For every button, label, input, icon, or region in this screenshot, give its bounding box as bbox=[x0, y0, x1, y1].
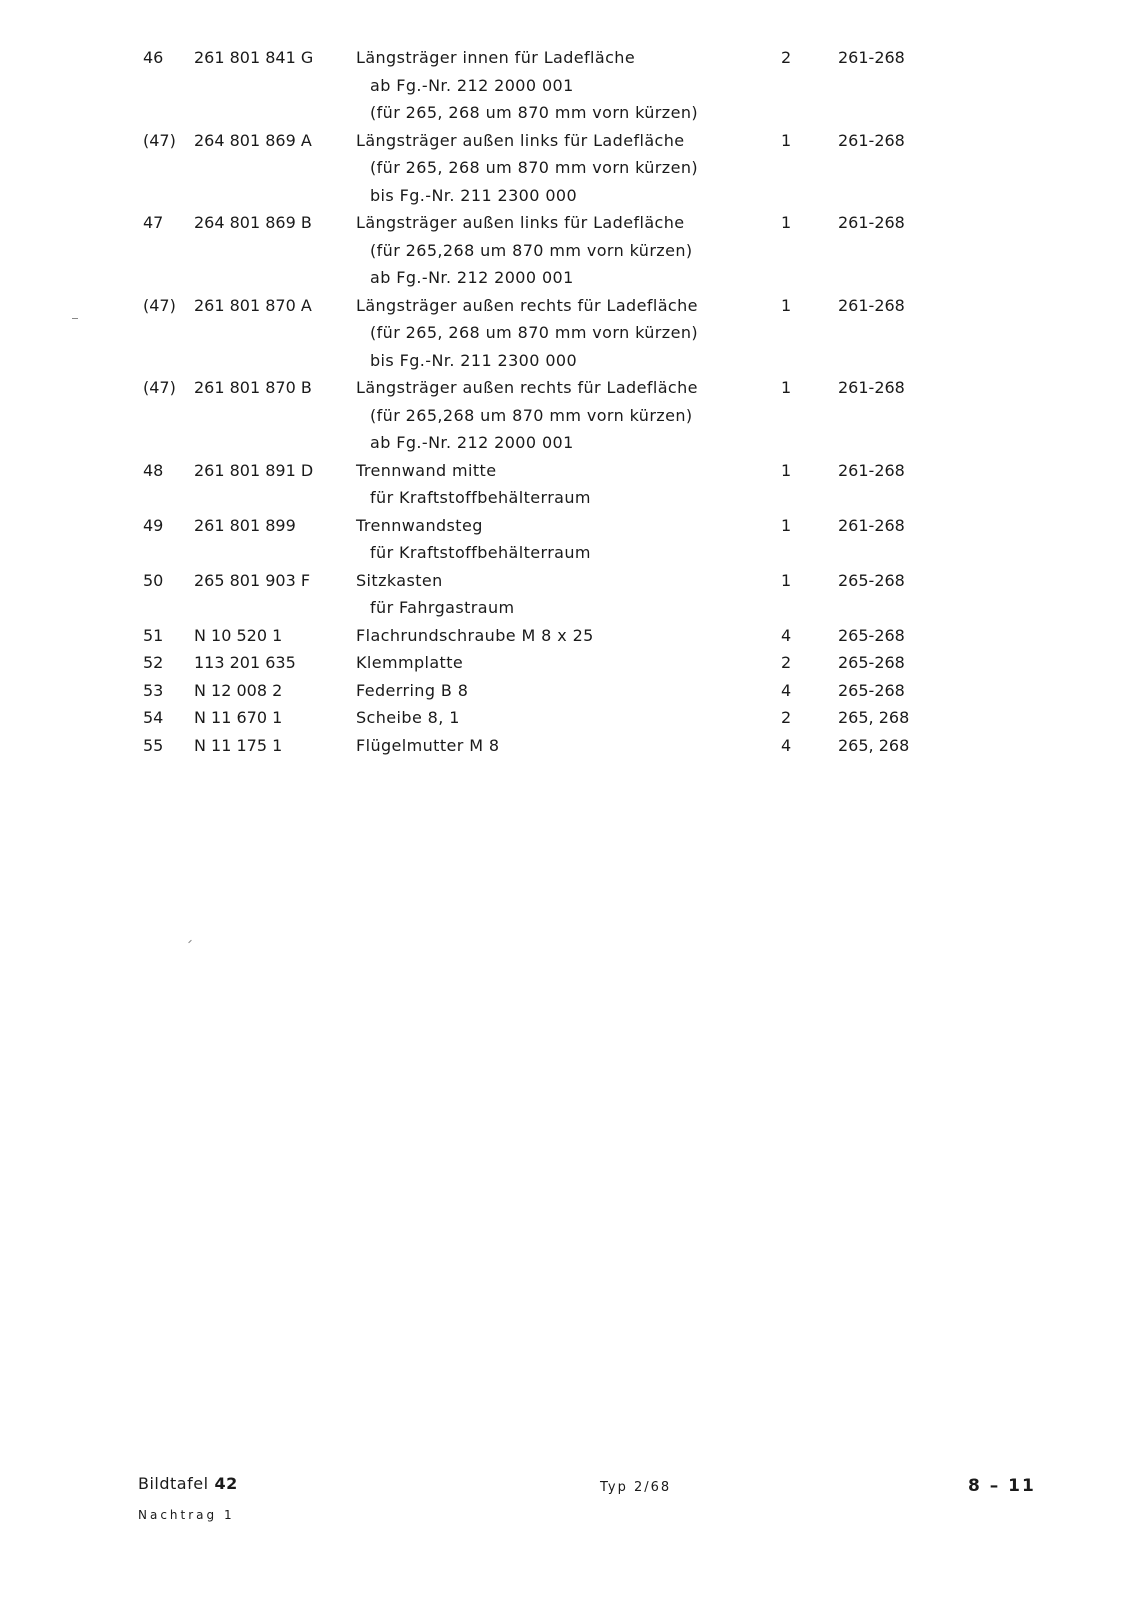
part-number: 264 801 869 B bbox=[194, 213, 312, 232]
parts-list bbox=[0, 44, 1134, 759]
part-number: 261 801 891 D bbox=[194, 460, 314, 480]
parts-row bbox=[0, 457, 1134, 512]
parts-row-main-line bbox=[0, 649, 1134, 677]
model-range: 261-268 bbox=[838, 130, 905, 150]
position-number: 53 bbox=[143, 680, 164, 700]
plate-reference bbox=[138, 1474, 238, 1493]
parts-row-main-line bbox=[0, 512, 1134, 540]
quantity: 4 bbox=[781, 680, 792, 700]
part-number: 261 801 870 A bbox=[194, 295, 312, 315]
part-description-note: bis Fg.-Nr. 211 2300 000 bbox=[370, 185, 578, 205]
parts-row bbox=[0, 127, 1134, 210]
part-description: Längsträger innen für Ladefläche bbox=[356, 48, 636, 67]
part-description-note: für Kraftstoffbehälterraum bbox=[370, 488, 591, 507]
supplement-label: Nachtrag 1 bbox=[138, 1508, 235, 1522]
quantity: 1 bbox=[781, 570, 792, 590]
parts-row-sub-line bbox=[0, 594, 1134, 622]
part-number: 261 801 841 G bbox=[194, 48, 314, 67]
position-number: 49 bbox=[143, 515, 164, 535]
model-range: 265-268 bbox=[838, 680, 905, 700]
model-range: 265-268 bbox=[838, 653, 905, 672]
parts-row bbox=[0, 292, 1134, 375]
part-number: 113 201 635 bbox=[194, 653, 296, 672]
part-number: 261 801 899 bbox=[194, 515, 296, 535]
part-number: 264 801 869 A bbox=[194, 130, 312, 150]
parts-row-main-line bbox=[0, 209, 1134, 237]
part-description: Flügelmutter M 8 bbox=[356, 735, 500, 755]
parts-row bbox=[0, 567, 1134, 622]
part-number: N 11 670 1 bbox=[194, 708, 283, 727]
quantity: 1 bbox=[781, 130, 792, 150]
part-description: Flachrundschraube M 8 x 25 bbox=[356, 625, 594, 645]
position-number: 52 bbox=[143, 653, 164, 672]
parts-row-main-line bbox=[0, 457, 1134, 485]
parts-row bbox=[0, 512, 1134, 567]
quantity: 4 bbox=[781, 625, 792, 645]
parts-row bbox=[0, 44, 1134, 127]
part-description-note: (für 265, 268 um 870 mm vorn kürzen) bbox=[370, 323, 699, 342]
position-number: 54 bbox=[143, 708, 164, 727]
parts-row-sub-line bbox=[0, 319, 1134, 347]
parts-row-main-line bbox=[0, 677, 1134, 705]
model-range: 265, 268 bbox=[838, 708, 910, 727]
part-description: Federring B 8 bbox=[356, 680, 469, 700]
plate-number: 42 bbox=[214, 1474, 238, 1493]
quantity: 1 bbox=[781, 295, 792, 315]
parts-row-sub-line bbox=[0, 347, 1134, 375]
part-number: N 12 008 2 bbox=[194, 680, 283, 700]
parts-row-sub-line bbox=[0, 182, 1134, 210]
plate-label: Bildtafel bbox=[138, 1474, 209, 1493]
parts-row bbox=[0, 209, 1134, 292]
part-description-note: (für 265, 268 um 870 mm vorn kürzen) bbox=[370, 103, 699, 122]
part-description-note: bis Fg.-Nr. 211 2300 000 bbox=[370, 350, 578, 370]
parts-row-main-line bbox=[0, 567, 1134, 595]
model-range: 261-268 bbox=[838, 213, 905, 232]
part-number: 261 801 870 B bbox=[194, 378, 312, 397]
part-description-note: (für 265,268 um 870 mm vorn kürzen) bbox=[370, 405, 693, 425]
part-number: N 10 520 1 bbox=[194, 625, 283, 645]
parts-row-main-line bbox=[0, 127, 1134, 155]
position-number: (47) bbox=[143, 378, 176, 397]
parts-row-sub-line bbox=[0, 539, 1134, 567]
parts-row-main-line bbox=[0, 732, 1134, 760]
part-description: Scheibe 8, 1 bbox=[356, 708, 460, 727]
part-description-note: für Kraftstoffbehälterraum bbox=[370, 543, 591, 562]
type-label: Typ 2/68 bbox=[600, 1480, 672, 1495]
position-number: 50 bbox=[143, 570, 164, 590]
parts-row-sub-line bbox=[0, 484, 1134, 512]
model-range: 261-268 bbox=[838, 295, 905, 315]
model-range: 261-268 bbox=[838, 515, 905, 535]
part-description-note: für Fahrgastraum bbox=[370, 598, 515, 617]
part-description: Trennwandsteg bbox=[356, 515, 483, 535]
part-description: Längsträger außen links für Ladefläche bbox=[356, 213, 685, 232]
model-range: 261-268 bbox=[838, 460, 905, 480]
quantity: 2 bbox=[781, 48, 792, 67]
parts-row-sub-line bbox=[0, 237, 1134, 265]
model-range: 261-268 bbox=[838, 378, 905, 397]
parts-row-main-line bbox=[0, 622, 1134, 650]
parts-row bbox=[0, 374, 1134, 457]
quantity: 1 bbox=[781, 213, 792, 232]
model-range: 265-268 bbox=[838, 570, 905, 590]
part-description: Klemmplatte bbox=[356, 653, 464, 672]
quantity: 4 bbox=[781, 735, 792, 755]
quantity: 2 bbox=[781, 653, 792, 672]
quantity: 2 bbox=[781, 708, 792, 727]
part-description-note: ab Fg.-Nr. 212 2000 001 bbox=[370, 268, 574, 287]
position-number: (47) bbox=[143, 295, 176, 315]
parts-row-sub-line bbox=[0, 264, 1134, 292]
part-number: N 11 175 1 bbox=[194, 735, 283, 755]
parts-row-sub-line bbox=[0, 72, 1134, 100]
parts-row bbox=[0, 732, 1134, 760]
parts-row bbox=[0, 677, 1134, 705]
position-number: 47 bbox=[143, 213, 164, 232]
part-description-note: (für 265,268 um 870 mm vorn kürzen) bbox=[370, 240, 693, 260]
part-number: 265 801 903 F bbox=[194, 570, 311, 590]
parts-row-main-line bbox=[0, 44, 1134, 72]
parts-row-sub-line bbox=[0, 99, 1134, 127]
model-range: 265, 268 bbox=[838, 735, 910, 755]
part-description: Sitzkasten bbox=[356, 570, 443, 590]
parts-row bbox=[0, 649, 1134, 677]
parts-row-main-line bbox=[0, 374, 1134, 402]
model-range: 261-268 bbox=[838, 48, 905, 67]
part-description: Längsträger außen rechts für Ladefläche bbox=[356, 378, 698, 397]
quantity: 1 bbox=[781, 515, 792, 535]
page-number: 8 – 11 bbox=[968, 1476, 1036, 1496]
part-description-note: ab Fg.-Nr. 212 2000 001 bbox=[370, 75, 574, 95]
parts-row-main-line bbox=[0, 704, 1134, 732]
part-description-note: ab Fg.-Nr. 212 2000 001 bbox=[370, 433, 574, 452]
part-description: Längsträger außen links für Ladefläche bbox=[356, 130, 685, 150]
quantity: 1 bbox=[781, 378, 792, 397]
scan-mark bbox=[188, 940, 192, 944]
parts-row bbox=[0, 704, 1134, 732]
quantity: 1 bbox=[781, 460, 792, 480]
part-description: Längsträger außen rechts für Ladefläche bbox=[356, 295, 698, 315]
model-range: 265-268 bbox=[838, 625, 905, 645]
position-number: 51 bbox=[143, 625, 164, 645]
part-description-note: (für 265, 268 um 870 mm vorn kürzen) bbox=[370, 158, 699, 177]
parts-row-main-line bbox=[0, 292, 1134, 320]
scan-mark bbox=[72, 318, 78, 319]
position-number: 46 bbox=[143, 48, 164, 67]
parts-row bbox=[0, 622, 1134, 650]
parts-row-sub-line bbox=[0, 402, 1134, 430]
position-number: 55 bbox=[143, 735, 164, 755]
position-number: (47) bbox=[143, 130, 176, 150]
parts-row-sub-line bbox=[0, 429, 1134, 457]
part-description: Trennwand mitte bbox=[356, 460, 497, 480]
position-number: 48 bbox=[143, 460, 164, 480]
parts-row-sub-line bbox=[0, 154, 1134, 182]
